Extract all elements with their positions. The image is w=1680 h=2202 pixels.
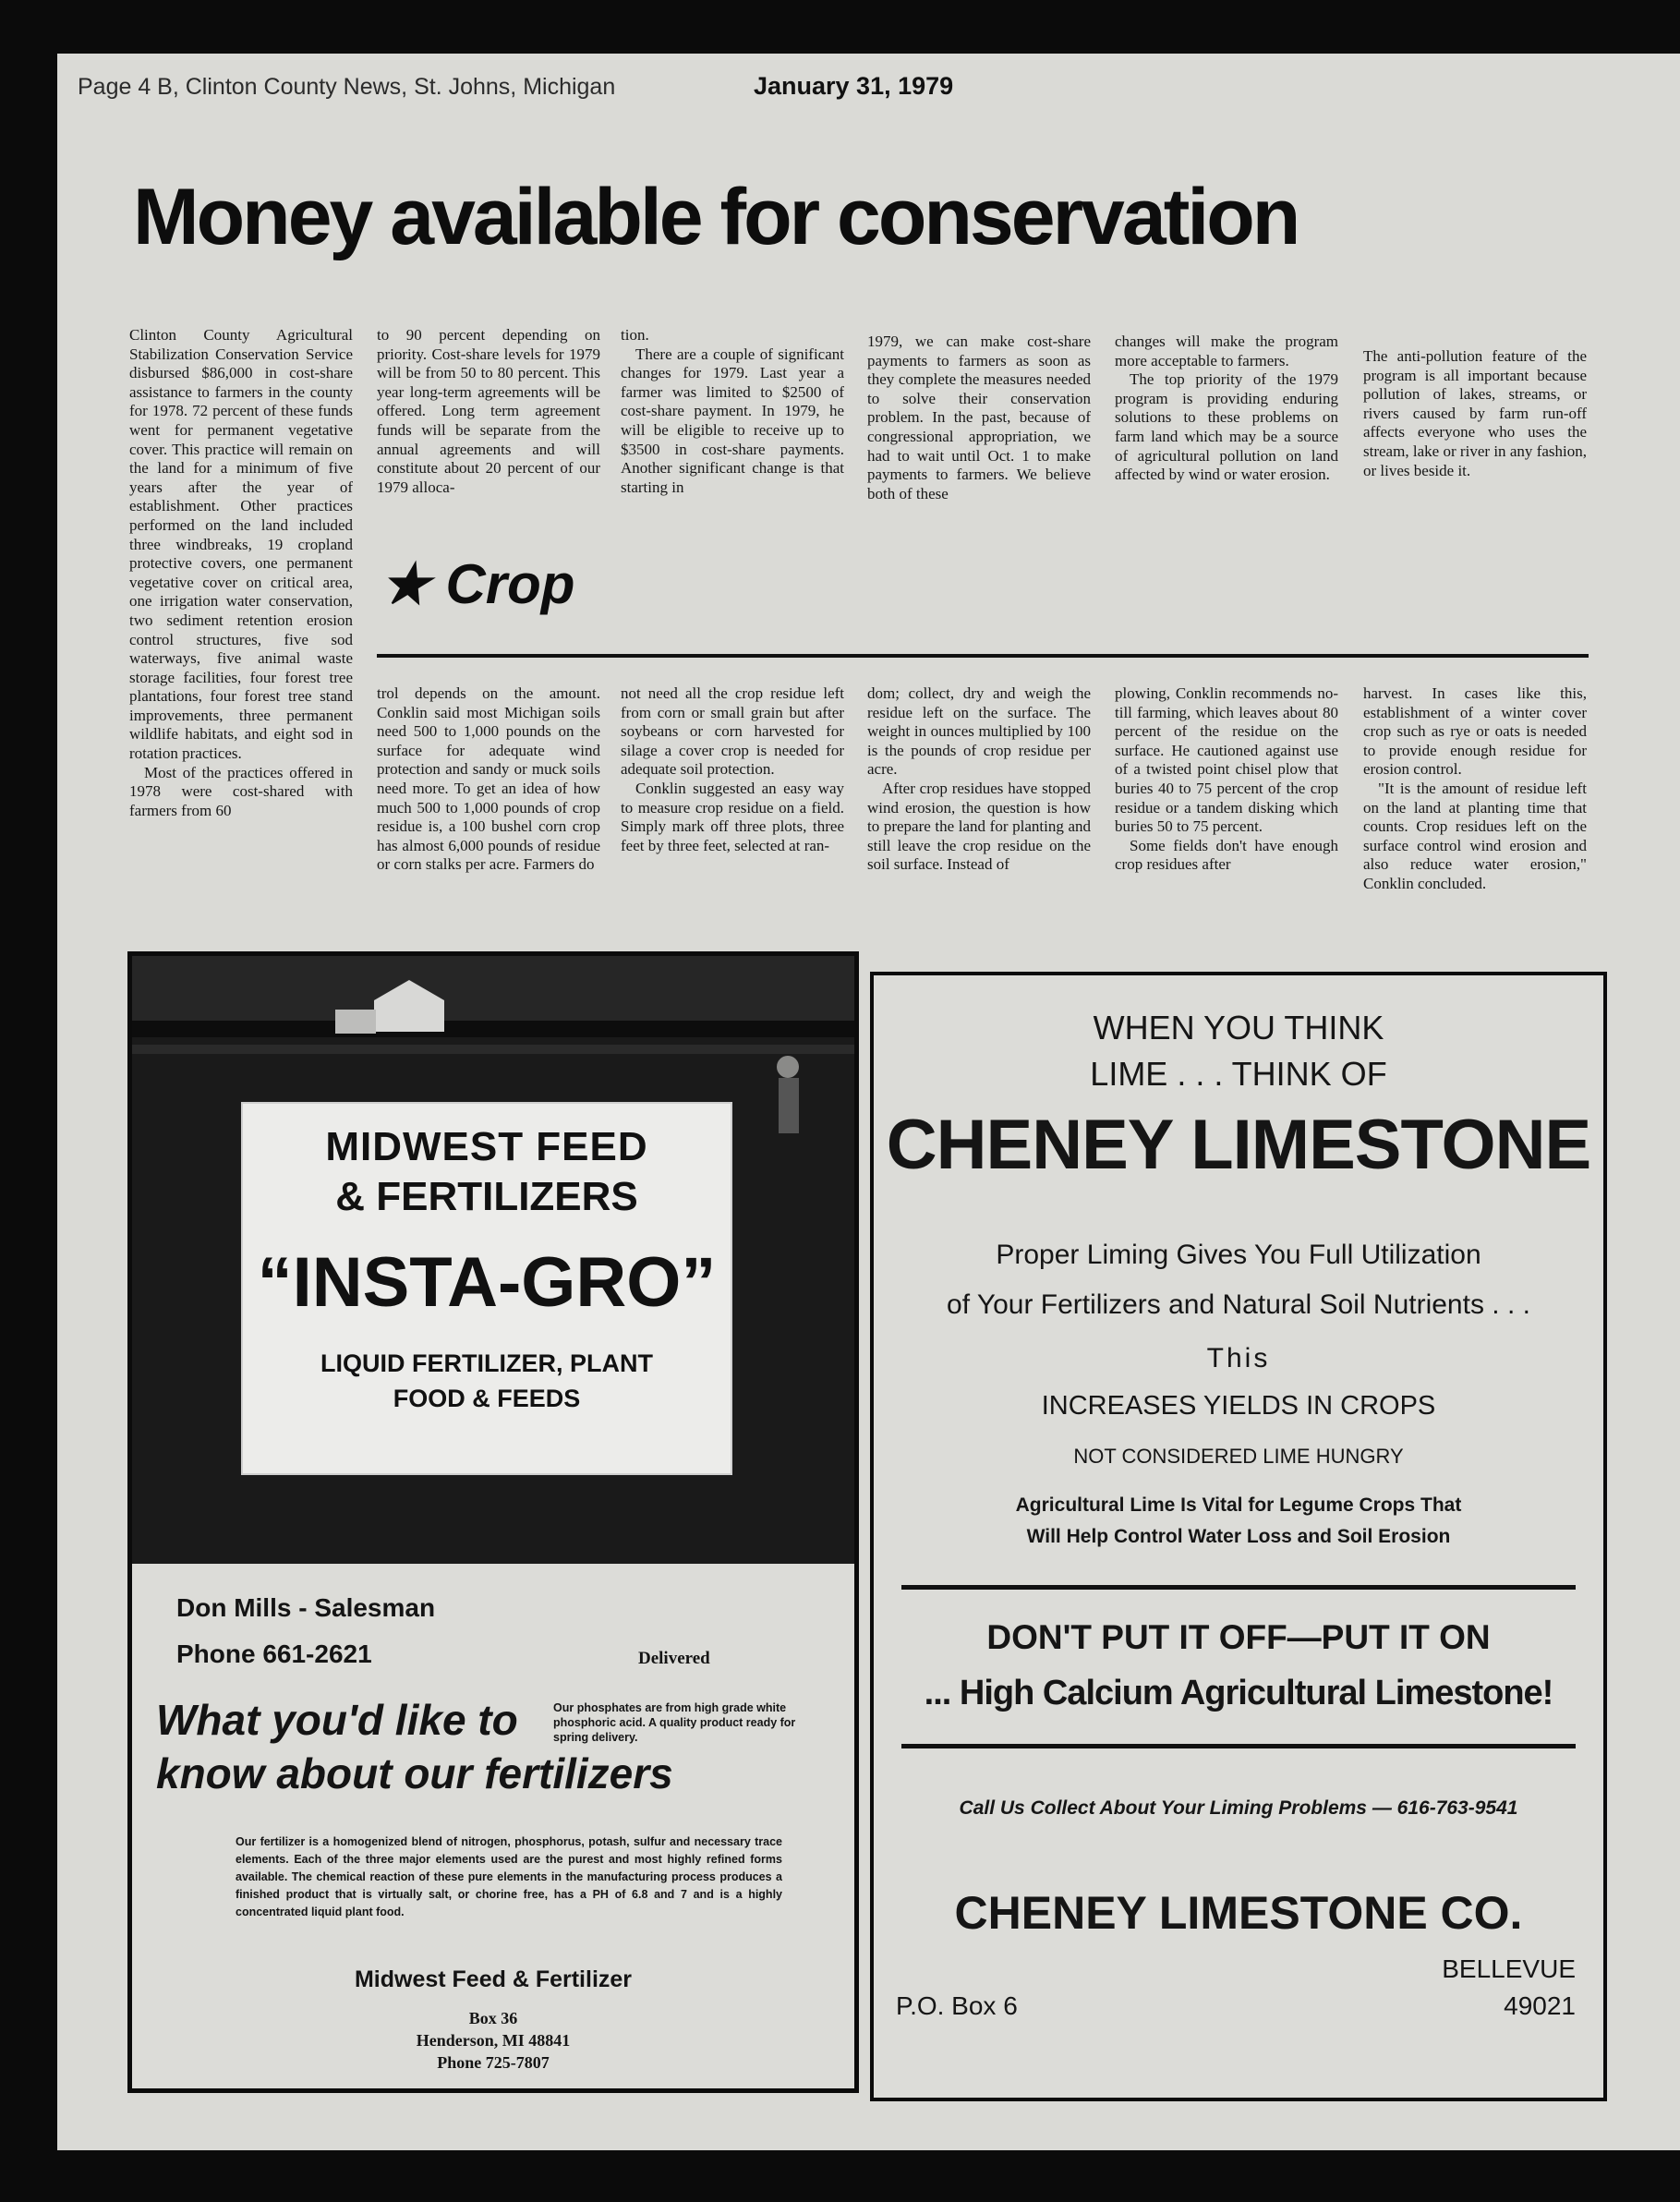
paragraph: not need all the crop residue left from corn or small grain but after soybeans or corn harvested for silage a cover crop is needed for adequate soil protection. (621, 684, 844, 779)
cheney-call: Call Us Collect About Your Liming Problems — 616-763-9541 (959, 1797, 1518, 1819)
sign-brand: “INSTA-GRO” (257, 1243, 717, 1322)
cheney-company: CHENEY LIMESTONE CO. (954, 1887, 1523, 1939)
cheney-banner-2: ... High Calcium Agricultural Limestone! (924, 1674, 1553, 1712)
page-info: Page 4 B, Clinton County News, St. Johns, Michigan (78, 74, 616, 100)
sign-line-2: & FERTILIZERS (335, 1174, 638, 1219)
crop-col-5 (1115, 684, 1338, 980)
paragraph: The anti-pollution feature of the program is all important because pollution of lakes, streams, or rivers caused by farm run-off affects everyone who uses the stream, lake or river in any fashion, or lives beside it. (1363, 347, 1587, 479)
paragraph: 1979, we can make cost-share payments to farmers as soon as they complete the measures needed to solve their conservation problem. In the past, because of congressional appropriation, we had to wait until Oct. 1 to make payments to farmers. We believe both of these (867, 333, 1091, 502)
cheney-line-9: Will Help Control Water Loss and Soil Erosion (1026, 1526, 1451, 1547)
paragraph: changes will make the program more acceptable to farmers. (1115, 333, 1338, 369)
company-phone: Phone 725-7807 (437, 2053, 550, 2072)
paragraph: trol depends on the amount. Conklin said most Michigan soils need 500 to 1,000 pounds on the surface for adequate wind protection and sandy or muck soils need more. To get an idea of how much 500 to 1,000 pounds of crop residue is, a 100 bushel corn crop has almost 6,000 pounds of residue or corn stalks per acre. Farmers do (377, 684, 600, 874)
article-col-4 (867, 333, 1091, 522)
delivered-label: Delivered (638, 1649, 710, 1668)
cheney-line-2: LIME . . . THINK OF (1090, 1055, 1387, 1093)
paragraph: Some fields don't have enough crop residues after (1115, 836, 1338, 874)
paragraph: Conklin suggested an easy way to measure crop residue on a field. Simply mark off three plots, three feet by three feet, selected at ran- (621, 779, 844, 854)
article-col-1 (129, 326, 353, 980)
crop-col-4 (867, 684, 1091, 980)
company-name: Midwest Feed & Fertilizer (354, 1966, 633, 1992)
cheney-line-5: This (1206, 1343, 1271, 1373)
article-col-6 (1363, 347, 1587, 537)
paragraph: to 90 percent depending on priority. Cost-share levels for 1979 will be from 50 to 80 percent. This year long-term agreements will be offered. Long term agreement funds will be separate from the annual agreements and will constitute about 20 percent of our 1979 alloca- (377, 326, 600, 496)
section-divider (377, 654, 1589, 658)
headline: Money available for conservation (133, 173, 1299, 261)
crop-col-3 (621, 684, 844, 980)
ad-divider (901, 1744, 1576, 1748)
article-col-5 (1115, 333, 1338, 522)
sign-line-3: LIQUID FERTILIZER, PLANT (320, 1349, 653, 1377)
paragraph: "It is the amount of residue left on the land at planting time that counts. Crop residues left on the surface control wind erosion and also reduce water erosion," Conklin concluded. (1363, 779, 1587, 892)
slogan-line-1: What you'd like to (156, 1696, 518, 1744)
paragraph: After crop residues have stopped wind erosion, the question is how to prepare the land for planting and still leave the crop residue on the soil surface. Instead of (867, 779, 1091, 874)
phosphates-note: Our phosphates are from high grade white phosphoric acid. A quality product ready for spring delivery. (553, 1701, 796, 1744)
paragraph: The top priority of the 1979 program is providing enduring solutions to these problems on farm land which may be a source of agricultural pollution on land affected by wind or water erosion. (1115, 370, 1338, 484)
paragraph: Most of the practices offered in 1978 were cost-shared with farmers from 60 (129, 763, 353, 819)
paragraph: There are a couple of significant changes for 1979. Last year a farmer was limited to $2500 of cost-share payment. In 1979, he will be eligible to receive up to $3500 in cost-share payments. Another significant change is that starting in (621, 345, 844, 496)
farm-photo (132, 956, 854, 1564)
newspaper-page (57, 54, 1680, 2150)
cheney-zip: 49021 (1504, 1991, 1576, 2020)
paragraph: harvest. In cases like this, establishment of a winter cover crop such as rye or oats is needed to provide enough residue for erosion control. (1363, 684, 1587, 779)
paragraph: plowing, Conklin recommends no-till farming, which leaves about 80 percent of the residue on the surface. He cautioned against use of a twisted point chisel plow that buries 40 to 75 percent of the crop residue or a tandem disking which buries 50 to 75 percent. (1115, 684, 1338, 836)
cheney-line-1: WHEN YOU THINK (1093, 1009, 1384, 1047)
cheney-pobox: P.O. Box 6 (896, 1991, 1018, 2020)
cheney-line-4: of Your Fertilizers and Natural Soil Nutrients . . . (947, 1289, 1530, 1320)
sign-line-4: FOOD & FEEDS (393, 1385, 581, 1412)
cheney-line-8: Agricultural Lime Is Vital for Legume Crops That (1015, 1494, 1462, 1516)
salesman: Don Mills - Salesman (176, 1593, 436, 1622)
cheney-line-6: INCREASES YIELDS IN CROPS (1041, 1391, 1436, 1421)
midwest-feed-ad (127, 951, 859, 2093)
fertilizer-description: Our fertilizer is a homogenized blend of nitrogen, phosphorus, potash, sulfur and necessary trace elements. Each of the three major elements used are the purest and most highly refined forms available. The chemical reaction of these pure elements in the manufacturing process produces a finished product that is virtually salt, or chorine free, has a PH of 6.8 and 7 and is a highly concentrated liquid plant food. (236, 1835, 782, 1918)
paragraph: dom; collect, dry and weigh the residue left on the surface. The weight in ounces multiplied by 100 is the pounds of crop residue per acre. (867, 684, 1091, 779)
insta-gro-sign (241, 1102, 732, 1475)
cheney-title: CHENEY LIMESTONE (886, 1106, 1591, 1184)
article-col-2 (377, 326, 600, 515)
company-city: Henderson, MI 48841 (416, 2031, 571, 2050)
paragraph: tion. (621, 326, 649, 344)
crop-col-2 (377, 684, 600, 980)
cheney-city: BELLEVUE (1442, 1954, 1576, 1983)
company-box: Box 36 (468, 2009, 518, 2027)
paragraph: Clinton County Agricultural Stabilization Conservation Service disbursed $86,000 in cost-share assistance to farmers in the county for 1978. 72 percent of these funds went for permanent vegetative cover. This practice will remain on the land for a minimum of five years after the year of establishment. Other practices performed on the land included three windbreaks, 19 cropland protective covers, one permanent vegetative cover on critical area, one irrigation water conservation, two sediment retention erosion control structures, five sod waterways, five animal waste storage facilities, four forest tree plantations, four forest tree stand improvements, three permanent wildlife habitats, and eight sod in rotation practices. (129, 326, 353, 763)
cheney-line-7: NOT CONSIDERED LIME HUNGRY (1073, 1445, 1404, 1468)
cheney-banner-1: DON'T PUT IT OFF—PUT IT ON (986, 1618, 1491, 1656)
crop-heading: ★ Crop (381, 553, 575, 615)
crop-col-6 (1363, 684, 1587, 980)
ad-divider (901, 1585, 1576, 1590)
slogan-line-2: know about our fertilizers (156, 1749, 673, 1797)
sign-line-1: MIDWEST FEED (325, 1124, 648, 1169)
cheney-limestone-ad (870, 972, 1607, 2101)
article-col-3 (621, 326, 844, 515)
phone: Phone 661-2621 (176, 1639, 372, 1668)
cheney-line-3: Proper Liming Gives You Full Utilization (996, 1240, 1481, 1270)
issue-date: January 31, 1979 (754, 72, 954, 100)
